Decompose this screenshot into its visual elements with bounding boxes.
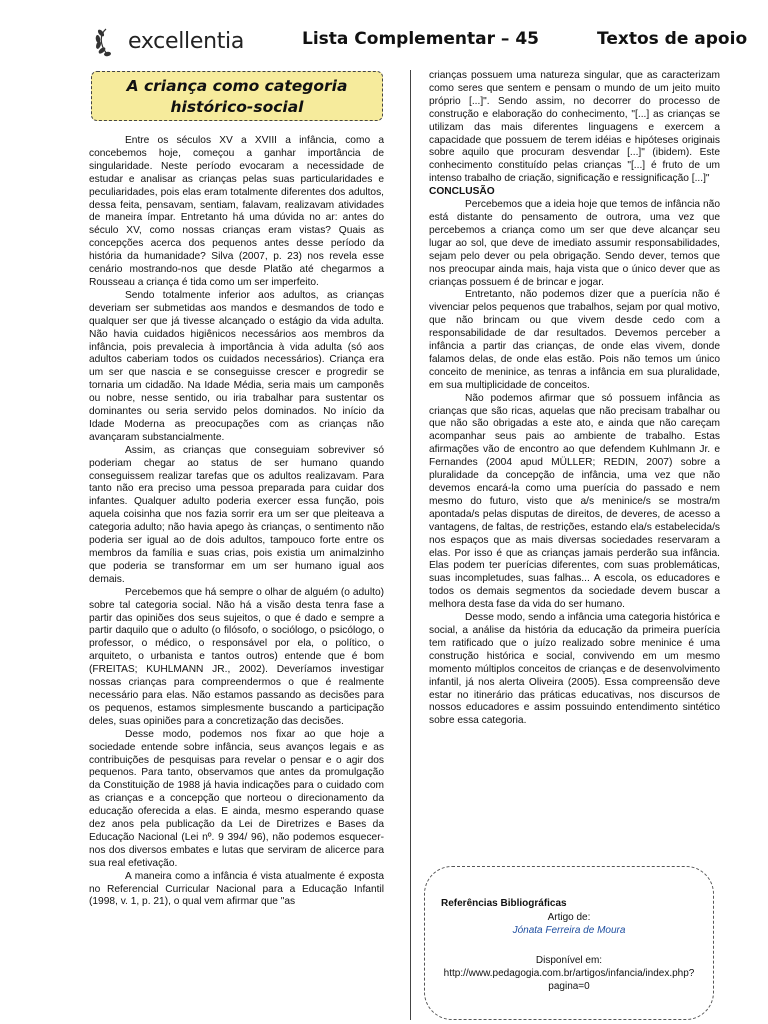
references-box	[424, 866, 714, 1020]
logo-text: excellentia	[128, 28, 245, 54]
right-paragraph: Não podemos afirmar que só possuem infância as crianças que são ricas, aquelas que não precisam trabalhar ou que não são obrigadas a este ato, e ainda que não careçam acompanhar seus pais ao ambiente de trabalho. Estas afirmações vão de encontro ao que defendem Kuhlmann Jr. e Fernandes (2004 apud MÜLLER; REDIN, 2007) sobre a pluralidade da concepção de infância, uma vez que não devemos encará-la como uma puerícia do passado e nem mesmo do futuro, visto que a/s meninice/s se mostra/m apontada/s pelas disputas de direitos, de deveres, de acesso a vantagens, de faltas, de restrições, estando ela/s estabelecida/s nos espaços que as mais diversas sociedades reservaram a elas. Por isso é que as crianças jamais perderão sua infância. Elas podem ter puerícias diferentes, com suas problemáticas, suas incompletudes, suas falhas... A escola, os educadores e todos os demais segmentos da sociedade devem buscar a melhora desta fase da vida do ser humano.	[429, 392, 720, 611]
author-name: Jónata Ferreira de Moura	[512, 925, 626, 936]
header-title: Lista Complementar – 45	[302, 29, 540, 49]
available-label: Disponível em:	[535, 955, 603, 966]
left-paragraph: Entre os séculos XV a XVIII a infância, como a concebemos hoje, começou a ganhar importância de singularidade. Neste período evocaram a necessidade de estudar e analisar as crianças pelas suas particularidades e peculiaridades, pois elas eram totalmente diferentes dos adultos, dessa feita, pensavam, sentiam, falavam, realizavam atividades de maneira ímpar. Entretanto há uma dúvida no ar: antes do século XV, como nossas crianças eram vistas? Quais as concepções acerca dos pequenos antes desse período da história da humanidade? Silva (2007, p. 23) nos revela esse cenário mostrando-nos que desde Platão até chegarmos a Rousseau a criança é tida como um ser imperfeito.	[89, 135, 384, 288]
left-column	[89, 135, 384, 909]
left-paragraph: A maneira como a infância é vista atualmente é exposta no Referencial Curricular Nacional para a Educação Infantil (1998, v. 1, p. 21), o qual vem afirmar que "as	[89, 870, 384, 908]
conclusion-heading: CONCLUSÃO	[429, 186, 495, 198]
article-label: Artigo de:	[547, 912, 591, 923]
reference-url[interactable]: http://www.pedagogia.com.br/artigos/infancia/index.php?	[443, 968, 695, 979]
laurel-icon	[92, 24, 126, 58]
right-paragraph: Desse modo, sendo a infância uma categoria histórica e social, a análise da história da educação da primeira puerícia tem ratificado que o juízo realizado sobre meninice é uma construção histórica e social, convivendo em um mesmo momento múltiplos conceitos de crianças e de desenvolvimento infantil, já nos alerta Oliveira (2005). Essa compreensão deve estar no itinerário das práticas educativas, nos discursos de nossos educadores e assim possuindo entendimento sintético sobre essa categoria.	[429, 612, 720, 727]
left-paragraph: Assim, as crianças que conseguiam sobreviver só poderiam chegar ao status de ser humano quando conseguissem realizar tarefas que os adultos realizavam. Para tanto não era preciso uma pessoa preparada para cuidar dos infantes. Qualquer adulto poderia exercer essa função, pois aquela coisinha que nos fazia sorrir era um ser que pleiteava a categoria adulto; não havia apego às crianças, o sentimento não poderia ser igual ao de dois adultos, tampouco forte entre os membros da família e suas crias, pois existia um animalzinho que poderia se transformar em um ser humano igual aos demais.	[89, 444, 384, 585]
right-paragraph: Percebemos que a ideia hoje que temos de infância não está distante do pensamento de outrora, uma vez que percebemos a criança como um ser que deve alcançar seu lugar ao sol, que deve de imediato assumir responsabilidades, sejam pelo dever ou pela obrigação. Sendo dever, temos que nos preocupar ainda mais, haja vista que o único dever que as crianças possuem é de brincar e jogar.	[429, 199, 720, 288]
left-paragraph: Sendo totalmente inferior aos adultos, as crianças deveriam ser submetidas aos mandos e desmandos de todo e qualquer ser que já tivesse alcançado o estágio da vida adulta. Não havia cuidados higiênicos necessários aos membros da infância, pois prevalecia à importância à vida adulta (só aos adultos caberiam todos os cuidados necessários). Criança era um ser que nascia e se conseguisse crescer e progredir se tornaria um cidadão. Na Idade Média, seria mais um camponês ou nobre, nesse sentido, ou iria trabalhar para sustentar os dominantes ou seria servido pelos dominados. No início da Idade Moderna as preocupações com as crianças não avançaram substancialmente.	[89, 289, 384, 443]
article-title-line-1: A criança como categoria	[126, 77, 348, 95]
left-paragraph: Desse modo, podemos nos fixar ao que hoje a sociedade entende sobre infância, seus avanços legais e as contribuições de pesquisas para revelar o pensar e o agir dos pequenos. Para tanto, observamos que antes da promulgação da Constituição de 1988 já havia indicações para o cuidado com as crianças e a concepção que norteou o direcionamento da educação oferecida a elas. E ainda, mesmo esperando quase dez anos pela publicação da Lei de Diretrizes e Bases da Educação Nacional (Lei nº. 9 394/ 96), não podemos esquecer-nos dos diversos embates e lutas que serviram de alicerce para sua real efetivação.	[89, 728, 384, 869]
right-column	[429, 70, 720, 728]
header-section-label: Textos de apoio	[597, 29, 748, 49]
article-title-line-2: histórico-social	[170, 98, 304, 116]
logo	[92, 24, 244, 58]
right-paragraph: Entretanto, não podemos dizer que a puerícia não é vivenciar pelos pequenos que trabalhos, sejam por qual motivo, que não brincam ou que vivem desde cedo com a responsabilidade de dar resultados. Devemos perceber a infância a partir das crianças, de onde elas vivem, donde falamos delas, de onde elas estão. Pois não temos um único conceito de meninice, as tenras a infância em sua pluralidade, em sua multiplicidade de conceitos.	[429, 289, 720, 391]
page-header	[0, 0, 768, 64]
references-title: Referências Bibliográficas	[441, 898, 567, 909]
left-paragraph: Percebemos que há sempre o olhar de alguém (o adulto) sobre tal categoria social. Não há a visão desta tenra fase a partir das opiniões dos seus sujeitos, o que é dado e sempre a partir daquilo que o adulto (o filósofo, o sociólogo, o psicólogo, o professor, o médico, o responsável por ela, o político, o arquiteto, o urbanista e tantos outros) entende que é bom (FREITAS; KUHLMANN JR., 2002). Deveríamos investigar nossas crianças para compreendermos o que é realmente necessário para elas. Não estamos passando as decisões para os pequenos, estamos simplesmente buscando a participação deles, suas opiniões para a concretização das decisões.	[89, 586, 384, 727]
column-divider	[410, 70, 411, 1020]
right-intro-paragraph: crianças possuem uma natureza singular, que as caracterizam como seres que sentem e pensam o mundo de um jeito muito próprio [...]". Sendo assim, no decorrer do processo de construção e elaboração do conhecimento, "[...] as crianças se utilizam das mais diferentes linguagens e exercem a capacidade que possuem de terem idéias e hipóteses originais sobre aquilo que procuram desvendar [...]" (ibidem). Este conhecimento constituído pelas crianças "[...] é fruto de um intenso trabalho de criação, significação e ressignificação [...]"	[429, 70, 720, 185]
article-title-box	[91, 71, 383, 121]
reference-url-query[interactable]: pagina=0	[548, 981, 590, 992]
